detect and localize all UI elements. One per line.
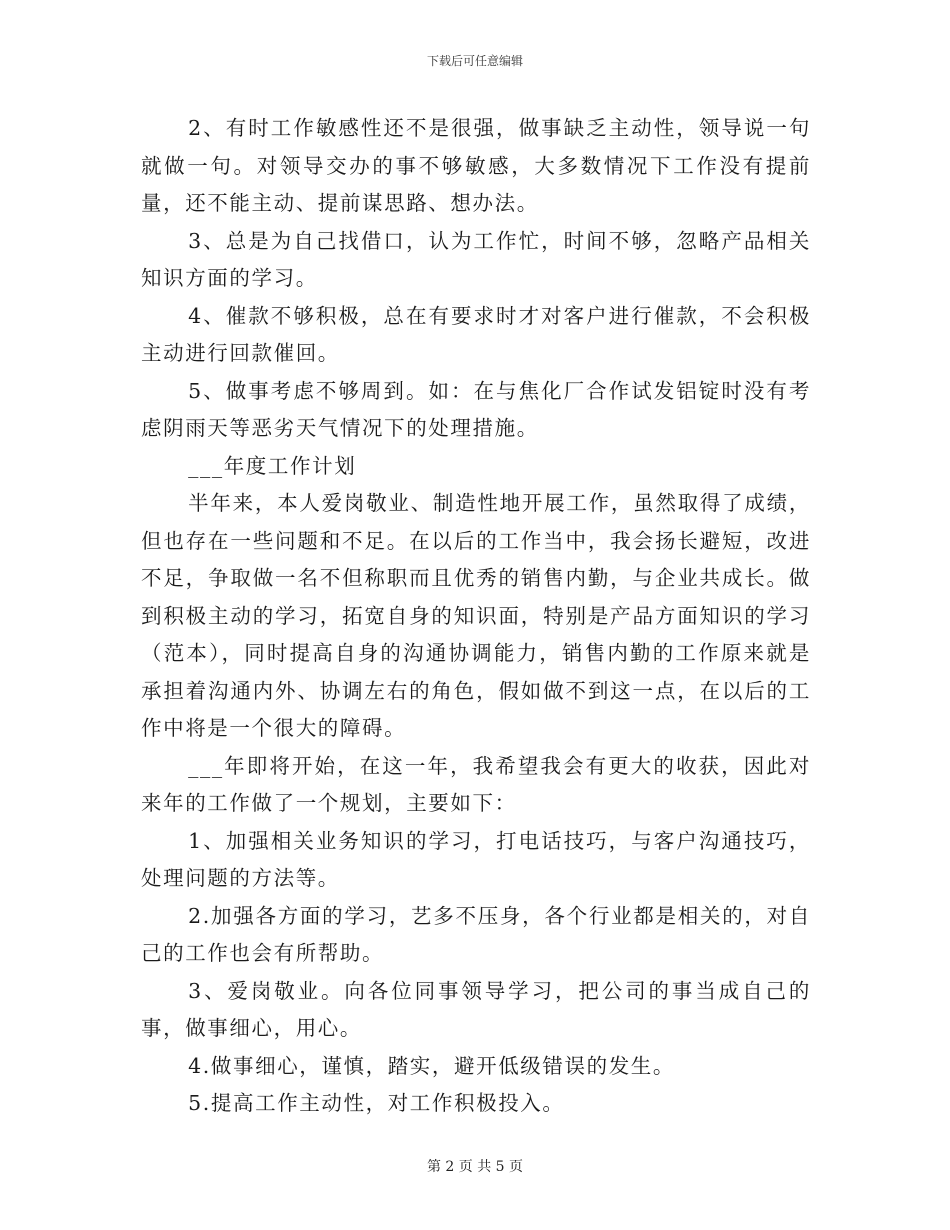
page-header-note: 下载后可任意编辑 — [426, 54, 523, 68]
page-number-footer: 第 2 页 共 5 页 — [426, 1159, 524, 1175]
paragraph-issue-4: 4、催款不够积极，总在有要求时才对客户进行催款，不会积极主动进行回款催回。 — [141, 303, 811, 365]
plan-item-1: 1、加强相关业务知识的学习，打电话技巧，与客户沟通技巧，处理问题的方法等。 — [141, 828, 811, 890]
paragraph-half-year-summary: 半年来，本人爱岗敬业、制造性地开展工作，虽然取得了成绩，但也存在一些问题和不足。在以后的工作当中，我会扬长避短，改进不足，争取做一名不但称职而且优秀的销售内勤，与企业共成长。做到积极主动的学习，拓宽自身的知识面，特别是产品方面知识的学习（范本），同时提高自身的沟通协调能力，销售内勤的工作原来就是承担着沟通内外、协调左右的角色，假如做不到这一点，在以后的工作中将是一个很大的障碍。 — [141, 491, 811, 740]
paragraph-year-intro: ___年即将开始，在这一年，我希望我会有更大的收获，因此对来年的工作做了一个规划，主要如下： — [141, 753, 811, 815]
paragraph-issue-5: 5、做事考虑不够周到。如：在与焦化厂合作试发铝锭时没有考虑阴雨天等恶劣天气情况下的处理措施。 — [141, 378, 811, 440]
paragraph-issue-3: 3、总是为自己找借口，认为工作忙，时间不够，忽略产品相关知识方面的学习。 — [141, 228, 811, 290]
section-heading-annual-plan: ___年度工作计划 — [188, 453, 357, 478]
plan-item-3: 3、爱岗敬业。向各位同事领导学习，把公司的事当成自己的事，做事细心，用心。 — [141, 978, 811, 1040]
plan-item-5: 5.提高工作主动性，对工作积极投入。 — [188, 1091, 565, 1115]
plan-item-4: 4.做事细心，谨慎，踏实，避开低级错误的发生。 — [188, 1053, 675, 1078]
plan-item-2: 2.加强各方面的学习，艺多不压身，各个行业都是相关的，对自己的工作也会有所帮助。 — [141, 903, 811, 965]
paragraph-issue-2: 2、有时工作敏感性还不是很强，做事缺乏主动性，领导说一句就做一句。对领导交办的事不够敏感，大多数情况下工作没有提前量，还不能主动、提前谋思路、想办法。 — [141, 116, 811, 215]
document-body — [141, 110, 811, 1123]
